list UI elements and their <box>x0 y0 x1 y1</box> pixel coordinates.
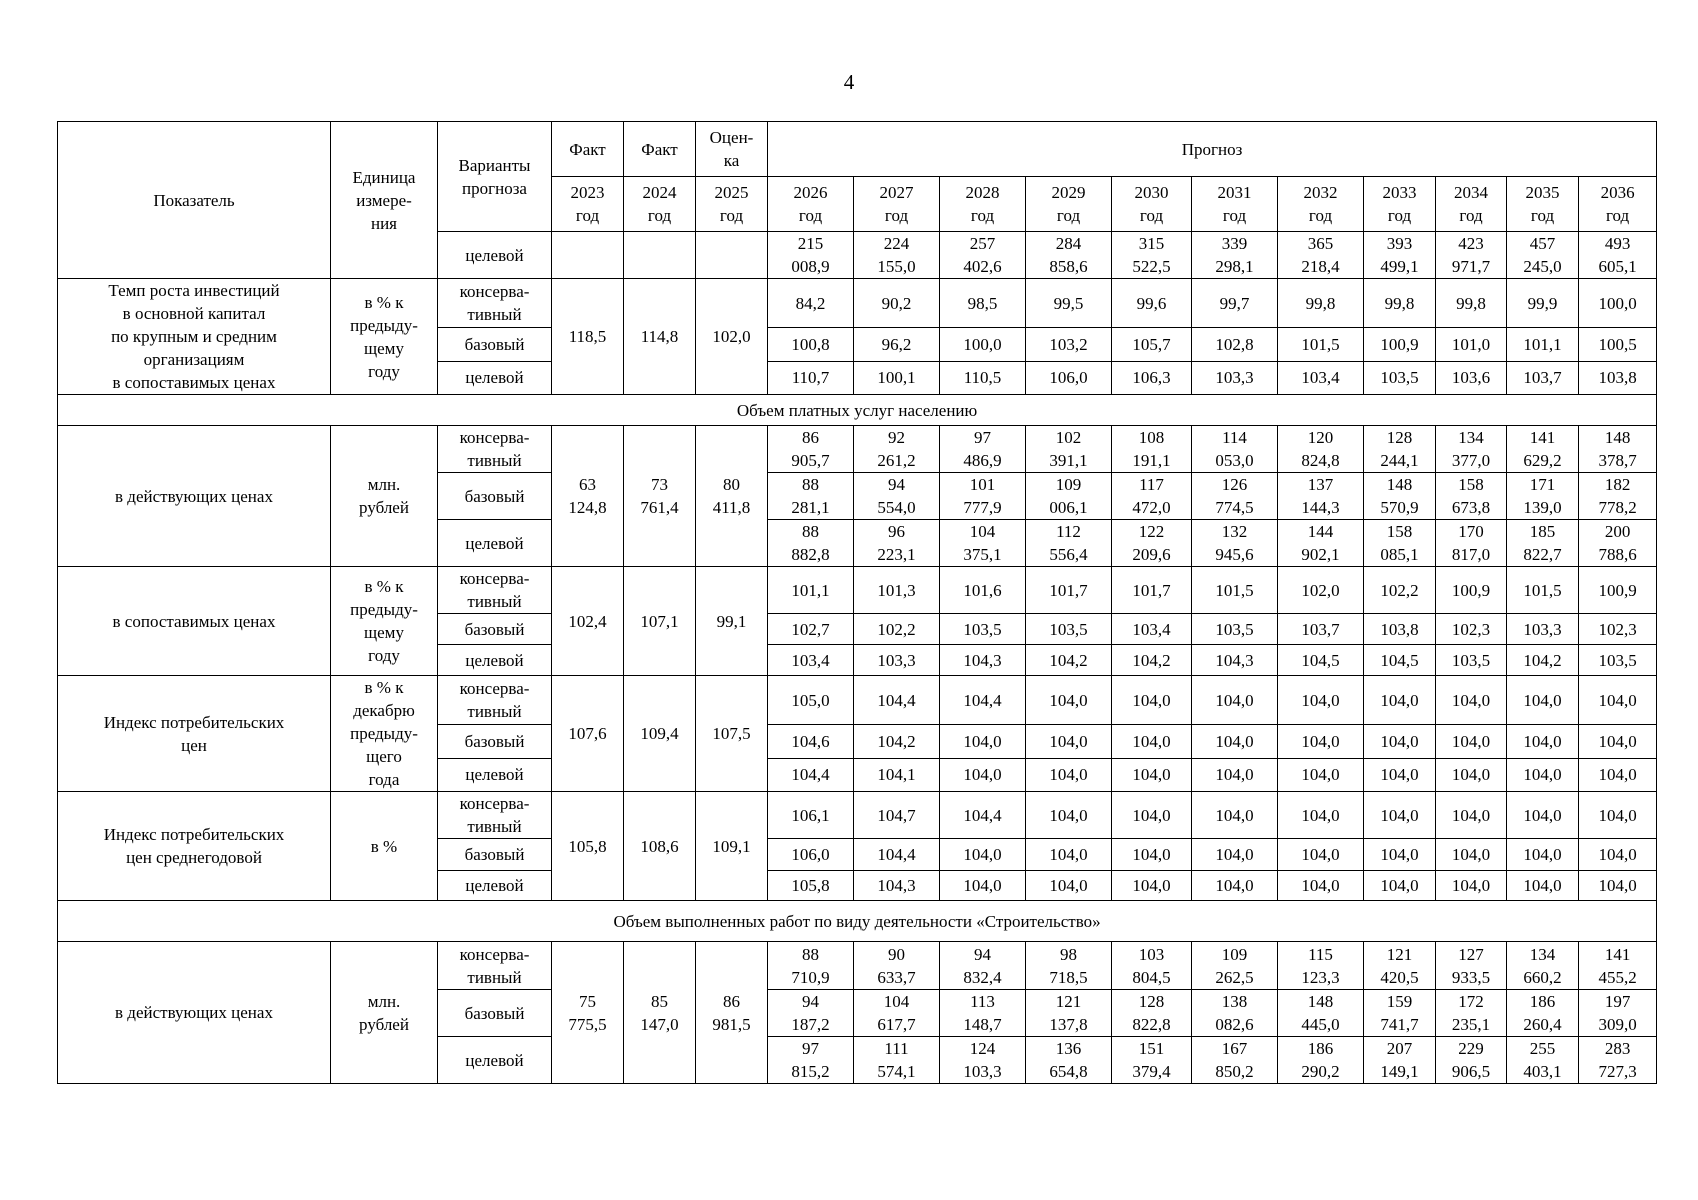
fact-2023-value: 63 124,8 <box>552 426 624 567</box>
forecast-value: 104 617,7 <box>854 990 940 1037</box>
forecast-value: 159 741,7 <box>1364 990 1436 1037</box>
forecast-value: 104,0 <box>1026 792 1112 839</box>
forecast-value: 103,4 <box>768 645 854 676</box>
variant-label: базовый <box>438 328 552 361</box>
header-year: 2032 год <box>1278 177 1364 232</box>
forecast-value: 121 137,8 <box>1026 990 1112 1037</box>
forecast-value: 99,5 <box>1026 279 1112 328</box>
forecast-value: 94 187,2 <box>768 990 854 1037</box>
unit-label: млн. рублей <box>331 942 438 1084</box>
forecast-value: 84,2 <box>768 279 854 328</box>
forecast-value: 103,8 <box>1364 614 1436 645</box>
forecast-value: 104,5 <box>1278 645 1364 676</box>
forecast-value: 101,1 <box>768 567 854 614</box>
variant-label: целевой <box>438 1037 552 1084</box>
forecast-value: 104,0 <box>1579 725 1657 758</box>
header-year: 2027 год <box>854 177 940 232</box>
forecast-value: 141 629,2 <box>1507 426 1579 473</box>
header-fact-2024: Факт <box>624 122 696 177</box>
forecast-value: 100,5 <box>1579 328 1657 361</box>
forecast-value: 104,0 <box>1436 839 1507 871</box>
forecast-value: 170 817,0 <box>1436 520 1507 567</box>
fact-2023-value: 105,8 <box>552 792 624 901</box>
variant-label: целевой <box>438 758 552 791</box>
forecast-table <box>57 121 1657 1084</box>
forecast-value: 97 815,2 <box>768 1037 854 1084</box>
header-year: 2036 год <box>1579 177 1657 232</box>
forecast-value: 104,4 <box>854 676 940 725</box>
forecast-value: 109 006,1 <box>1026 473 1112 520</box>
forecast-value: 207 149,1 <box>1364 1037 1436 1084</box>
variant-label: целевой <box>438 520 552 567</box>
forecast-value: 151 379,4 <box>1112 1037 1192 1084</box>
forecast-value: 197 309,0 <box>1579 990 1657 1037</box>
forecast-value: 104,0 <box>1579 839 1657 871</box>
forecast-value: 134 660,2 <box>1507 942 1579 990</box>
forecast-value: 97 486,9 <box>940 426 1026 473</box>
forecast-value: 104,0 <box>1507 725 1579 758</box>
forecast-value: 102,7 <box>768 614 854 645</box>
section-title: Объем выполненных работ по виду деятельности «Строительство» <box>58 901 1657 942</box>
forecast-value: 102,3 <box>1579 614 1657 645</box>
forecast-value: 104,0 <box>1026 839 1112 871</box>
header-year: 2029 год <box>1026 177 1112 232</box>
forecast-value: 105,0 <box>768 676 854 725</box>
forecast-value: 113 148,7 <box>940 990 1026 1037</box>
variant-label: базовый <box>438 725 552 758</box>
fact-2023-value: 75 775,5 <box>552 942 624 1084</box>
forecast-value: 101,1 <box>1507 328 1579 361</box>
table-body <box>58 122 1657 1084</box>
forecast-value: 103,5 <box>1192 614 1278 645</box>
forecast-value: 104,0 <box>1112 758 1192 791</box>
forecast-value: 101,7 <box>1026 567 1112 614</box>
variant-label: консерва- тивный <box>438 567 552 614</box>
forecast-value: 100,9 <box>1436 567 1507 614</box>
forecast-value: 103,5 <box>1436 645 1507 676</box>
forecast-value: 104,2 <box>854 725 940 758</box>
forecast-value: 104,7 <box>854 792 940 839</box>
indicator-name: Темп роста инвестиций в основной капитал по крупным и средним организациям в сопоставимых ценах <box>58 279 331 395</box>
header-variants: Варианты прогноза <box>438 122 552 232</box>
forecast-value: 148 570,9 <box>1364 473 1436 520</box>
forecast-value: 103,5 <box>940 614 1026 645</box>
forecast-value: 103,3 <box>1507 614 1579 645</box>
forecast-value: 104,0 <box>1192 871 1278 901</box>
forecast-value: 103,2 <box>1026 328 1112 361</box>
forecast-value: 104,0 <box>1192 725 1278 758</box>
forecast-value: 104,0 <box>1436 725 1507 758</box>
forecast-value: 103,5 <box>1579 645 1657 676</box>
indicator-name: Индекс потребительских цен <box>58 676 331 792</box>
forecast-value: 141 455,2 <box>1579 942 1657 990</box>
header-year: 2031 год <box>1192 177 1278 232</box>
forecast-value: 100,0 <box>940 328 1026 361</box>
forecast-value: 104,0 <box>1579 871 1657 901</box>
header-unit: Единица измере- ния <box>331 122 438 279</box>
forecast-value: 104,0 <box>1192 758 1278 791</box>
fact-2024-value: 108,6 <box>624 792 696 901</box>
forecast-value: 104,0 <box>1507 676 1579 725</box>
forecast-value: 104,0 <box>1278 676 1364 725</box>
forecast-value: 148 445,0 <box>1278 990 1364 1037</box>
forecast-value: 103,8 <box>1579 361 1657 394</box>
forecast-value: 104,0 <box>1364 871 1436 901</box>
forecast-value: 94 554,0 <box>854 473 940 520</box>
header-fact-2023: Факт <box>552 122 624 177</box>
forecast-value: 110,7 <box>768 361 854 394</box>
header-estimate-2025: Оцен- ка <box>696 122 768 177</box>
forecast-value: 132 945,6 <box>1192 520 1278 567</box>
forecast-value: 103 804,5 <box>1112 942 1192 990</box>
forecast-value: 257 402,6 <box>940 232 1026 279</box>
forecast-value: 185 822,7 <box>1507 520 1579 567</box>
forecast-value: 99,8 <box>1436 279 1507 328</box>
estimate-2025-value: 107,5 <box>696 676 768 792</box>
forecast-value: 86 905,7 <box>768 426 854 473</box>
forecast-value: 100,9 <box>1364 328 1436 361</box>
forecast-value: 104,0 <box>1436 758 1507 791</box>
forecast-value: 99,6 <box>1112 279 1192 328</box>
header-year: 2023 год <box>552 177 624 232</box>
header-forecast: Прогноз <box>768 122 1657 177</box>
forecast-value: 104,0 <box>1364 839 1436 871</box>
forecast-value: 120 824,8 <box>1278 426 1364 473</box>
forecast-value: 186 290,2 <box>1278 1037 1364 1084</box>
forecast-value: 92 261,2 <box>854 426 940 473</box>
header-indicator: Показатель <box>58 122 331 279</box>
forecast-value: 339 298,1 <box>1192 232 1278 279</box>
forecast-value: 101,5 <box>1507 567 1579 614</box>
forecast-value: 99,9 <box>1507 279 1579 328</box>
forecast-value: 104,5 <box>1364 645 1436 676</box>
variant-label: консерва- тивный <box>438 676 552 725</box>
header-year: 2024 год <box>624 177 696 232</box>
forecast-value: 105,7 <box>1112 328 1192 361</box>
forecast-value: 103,4 <box>1278 361 1364 394</box>
variant-label: целевой <box>438 871 552 901</box>
forecast-value: 104,3 <box>940 645 1026 676</box>
forecast-value: 104,0 <box>1112 725 1192 758</box>
forecast-value: 255 403,1 <box>1507 1037 1579 1084</box>
forecast-value: 103,7 <box>1278 614 1364 645</box>
forecast-value: 104,0 <box>1278 792 1364 839</box>
estimate-2025-value: 86 981,5 <box>696 942 768 1084</box>
header-year: 2025 год <box>696 177 768 232</box>
forecast-value: 101,5 <box>1192 567 1278 614</box>
empty-cell <box>552 232 624 279</box>
variant-label: базовый <box>438 614 552 645</box>
forecast-value: 167 850,2 <box>1192 1037 1278 1084</box>
forecast-value: 90,2 <box>854 279 940 328</box>
forecast-value: 493 605,1 <box>1579 232 1657 279</box>
fact-2023-value: 118,5 <box>552 279 624 395</box>
forecast-value: 104,0 <box>940 839 1026 871</box>
forecast-value: 104,0 <box>1026 725 1112 758</box>
forecast-value: 104,0 <box>1507 871 1579 901</box>
fact-2024-value: 107,1 <box>624 567 696 676</box>
header-year: 2033 год <box>1364 177 1436 232</box>
forecast-value: 104,0 <box>1364 758 1436 791</box>
fact-2024-value: 114,8 <box>624 279 696 395</box>
forecast-value: 104,0 <box>1278 839 1364 871</box>
forecast-value: 457 245,0 <box>1507 232 1579 279</box>
forecast-value: 186 260,4 <box>1507 990 1579 1037</box>
forecast-value: 104,4 <box>940 676 1026 725</box>
forecast-value: 98,5 <box>940 279 1026 328</box>
forecast-value: 172 235,1 <box>1436 990 1507 1037</box>
variant-label: консерва- тивный <box>438 792 552 839</box>
forecast-value: 104,0 <box>1436 792 1507 839</box>
forecast-value: 104,0 <box>1364 676 1436 725</box>
forecast-value: 106,3 <box>1112 361 1192 394</box>
forecast-value: 104,0 <box>940 871 1026 901</box>
forecast-value: 315 522,5 <box>1112 232 1192 279</box>
forecast-value: 110,5 <box>940 361 1026 394</box>
unit-label: млн. рублей <box>331 426 438 567</box>
forecast-value: 104,0 <box>1364 792 1436 839</box>
forecast-value: 126 774,5 <box>1192 473 1278 520</box>
forecast-value: 117 472,0 <box>1112 473 1192 520</box>
forecast-value: 99,8 <box>1364 279 1436 328</box>
forecast-value: 104,2 <box>1507 645 1579 676</box>
forecast-value: 102,2 <box>1364 567 1436 614</box>
empty-cell <box>624 232 696 279</box>
fact-2024-value: 109,4 <box>624 676 696 792</box>
forecast-value: 104,0 <box>1579 792 1657 839</box>
forecast-value: 104,2 <box>1112 645 1192 676</box>
forecast-value: 104,0 <box>1507 839 1579 871</box>
forecast-value: 104,4 <box>854 839 940 871</box>
fact-2023-value: 107,6 <box>552 676 624 792</box>
estimate-2025-value: 99,1 <box>696 567 768 676</box>
forecast-value: 148 378,7 <box>1579 426 1657 473</box>
forecast-value: 88 710,9 <box>768 942 854 990</box>
forecast-value: 114 053,0 <box>1192 426 1278 473</box>
variant-label: консерва- тивный <box>438 426 552 473</box>
forecast-value: 104,0 <box>1436 676 1507 725</box>
indicator-name: в действующих ценах <box>58 942 331 1084</box>
forecast-value: 128 244,1 <box>1364 426 1436 473</box>
variant-label: целевой <box>438 645 552 676</box>
forecast-value: 104,0 <box>1278 758 1364 791</box>
header-year: 2034 год <box>1436 177 1507 232</box>
forecast-value: 101,3 <box>854 567 940 614</box>
forecast-value: 104,0 <box>1278 871 1364 901</box>
forecast-value: 104,0 <box>1507 792 1579 839</box>
forecast-value: 100,0 <box>1579 279 1657 328</box>
forecast-value: 200 788,6 <box>1579 520 1657 567</box>
forecast-value: 104,0 <box>1112 871 1192 901</box>
forecast-value: 88 281,1 <box>768 473 854 520</box>
forecast-value: 106,1 <box>768 792 854 839</box>
forecast-value: 104,0 <box>1278 725 1364 758</box>
forecast-value: 111 574,1 <box>854 1037 940 1084</box>
forecast-value: 104,0 <box>940 725 1026 758</box>
forecast-value: 284 858,6 <box>1026 232 1112 279</box>
forecast-value: 105,8 <box>768 871 854 901</box>
forecast-value: 103,3 <box>854 645 940 676</box>
forecast-value: 104,4 <box>940 792 1026 839</box>
page-number: 4 <box>843 70 855 94</box>
forecast-value: 393 499,1 <box>1364 232 1436 279</box>
forecast-value: 122 209,6 <box>1112 520 1192 567</box>
forecast-value: 100,9 <box>1579 567 1657 614</box>
forecast-value: 104,0 <box>1026 871 1112 901</box>
forecast-value: 101,7 <box>1112 567 1192 614</box>
forecast-value: 103,4 <box>1112 614 1192 645</box>
estimate-2025-value: 80 411,8 <box>696 426 768 567</box>
forecast-value: 136 654,8 <box>1026 1037 1112 1084</box>
forecast-value: 103,6 <box>1436 361 1507 394</box>
forecast-value: 158 673,8 <box>1436 473 1507 520</box>
forecast-value: 103,5 <box>1364 361 1436 394</box>
forecast-value: 104,0 <box>1112 839 1192 871</box>
forecast-value: 106,0 <box>768 839 854 871</box>
forecast-value: 102,2 <box>854 614 940 645</box>
forecast-value: 94 832,4 <box>940 942 1026 990</box>
forecast-value: 101,5 <box>1278 328 1364 361</box>
forecast-value: 104,3 <box>1192 645 1278 676</box>
forecast-value: 104,0 <box>1192 839 1278 871</box>
variant-label: базовый <box>438 839 552 871</box>
empty-cell <box>696 232 768 279</box>
header-year: 2028 год <box>940 177 1026 232</box>
forecast-value: 108 191,1 <box>1112 426 1192 473</box>
forecast-value: 103,7 <box>1507 361 1579 394</box>
forecast-value: 104,0 <box>1112 676 1192 725</box>
unit-label: в % к декабрю предыду- щего года <box>331 676 438 792</box>
forecast-value: 137 144,3 <box>1278 473 1364 520</box>
forecast-value: 104,1 <box>854 758 940 791</box>
forecast-value: 99,8 <box>1278 279 1364 328</box>
forecast-value: 109 262,5 <box>1192 942 1278 990</box>
header-year: 2026 год <box>768 177 854 232</box>
forecast-value: 104,0 <box>1026 758 1112 791</box>
forecast-value: 104,0 <box>1192 792 1278 839</box>
forecast-value: 128 822,8 <box>1112 990 1192 1037</box>
forecast-value: 102,3 <box>1436 614 1507 645</box>
forecast-value: 124 103,3 <box>940 1037 1026 1084</box>
forecast-value: 104,0 <box>1364 725 1436 758</box>
forecast-value: 103,3 <box>1192 361 1278 394</box>
forecast-value: 88 882,8 <box>768 520 854 567</box>
forecast-value: 103,5 <box>1026 614 1112 645</box>
forecast-value: 112 556,4 <box>1026 520 1112 567</box>
forecast-value: 96 223,1 <box>854 520 940 567</box>
header-year: 2030 год <box>1112 177 1192 232</box>
forecast-value: 99,7 <box>1192 279 1278 328</box>
estimate-2025-value: 102,0 <box>696 279 768 395</box>
forecast-value: 104,2 <box>1026 645 1112 676</box>
forecast-value: 104,0 <box>1026 676 1112 725</box>
forecast-value: 229 906,5 <box>1436 1037 1507 1084</box>
section-title: Объем платных услуг населению <box>58 395 1657 426</box>
variant-label: базовый <box>438 473 552 520</box>
forecast-value: 104,3 <box>854 871 940 901</box>
forecast-value: 100,8 <box>768 328 854 361</box>
forecast-value: 102,8 <box>1192 328 1278 361</box>
header-year: 2035 год <box>1507 177 1579 232</box>
forecast-value: 104,0 <box>1192 676 1278 725</box>
forecast-value: 102 391,1 <box>1026 426 1112 473</box>
estimate-2025-value: 109,1 <box>696 792 768 901</box>
variant-label: целевой <box>438 232 552 279</box>
forecast-value: 96,2 <box>854 328 940 361</box>
variant-label: консерва- тивный <box>438 279 552 328</box>
forecast-value: 104,6 <box>768 725 854 758</box>
forecast-value: 138 082,6 <box>1192 990 1278 1037</box>
forecast-value: 101,6 <box>940 567 1026 614</box>
fact-2024-value: 73 761,4 <box>624 426 696 567</box>
forecast-value: 106,0 <box>1026 361 1112 394</box>
indicator-name: в действующих ценах <box>58 426 331 567</box>
forecast-value: 104,0 <box>1507 758 1579 791</box>
forecast-value: 171 139,0 <box>1507 473 1579 520</box>
forecast-value: 104,0 <box>1579 676 1657 725</box>
forecast-value: 104,0 <box>940 758 1026 791</box>
variant-label: консерва- тивный <box>438 942 552 990</box>
forecast-value: 98 718,5 <box>1026 942 1112 990</box>
forecast-value: 158 085,1 <box>1364 520 1436 567</box>
indicator-name: Индекс потребительских цен среднегодовой <box>58 792 331 901</box>
variant-label: целевой <box>438 361 552 394</box>
forecast-value: 101 777,9 <box>940 473 1026 520</box>
forecast-value: 182 778,2 <box>1579 473 1657 520</box>
forecast-value: 104,0 <box>1579 758 1657 791</box>
forecast-value: 144 902,1 <box>1278 520 1364 567</box>
forecast-value: 365 218,4 <box>1278 232 1364 279</box>
indicator-name: в сопоставимых ценах <box>58 567 331 676</box>
unit-label: в % к предыду- щему году <box>331 279 438 395</box>
forecast-value: 224 155,0 <box>854 232 940 279</box>
fact-2024-value: 85 147,0 <box>624 942 696 1084</box>
forecast-value: 423 971,7 <box>1436 232 1507 279</box>
forecast-value: 101,0 <box>1436 328 1507 361</box>
unit-label: в % к предыду- щему году <box>331 567 438 676</box>
unit-label: в % <box>331 792 438 901</box>
forecast-value: 215 008,9 <box>768 232 854 279</box>
forecast-value: 121 420,5 <box>1364 942 1436 990</box>
forecast-value: 90 633,7 <box>854 942 940 990</box>
forecast-value: 283 727,3 <box>1579 1037 1657 1084</box>
fact-2023-value: 102,4 <box>552 567 624 676</box>
forecast-value: 115 123,3 <box>1278 942 1364 990</box>
forecast-value: 102,0 <box>1278 567 1364 614</box>
forecast-value: 127 933,5 <box>1436 942 1507 990</box>
forecast-value: 104,4 <box>768 758 854 791</box>
variant-label: базовый <box>438 990 552 1037</box>
forecast-value: 104 375,1 <box>940 520 1026 567</box>
forecast-value: 100,1 <box>854 361 940 394</box>
forecast-value: 104,0 <box>1112 792 1192 839</box>
forecast-value: 134 377,0 <box>1436 426 1507 473</box>
forecast-value: 104,0 <box>1436 871 1507 901</box>
